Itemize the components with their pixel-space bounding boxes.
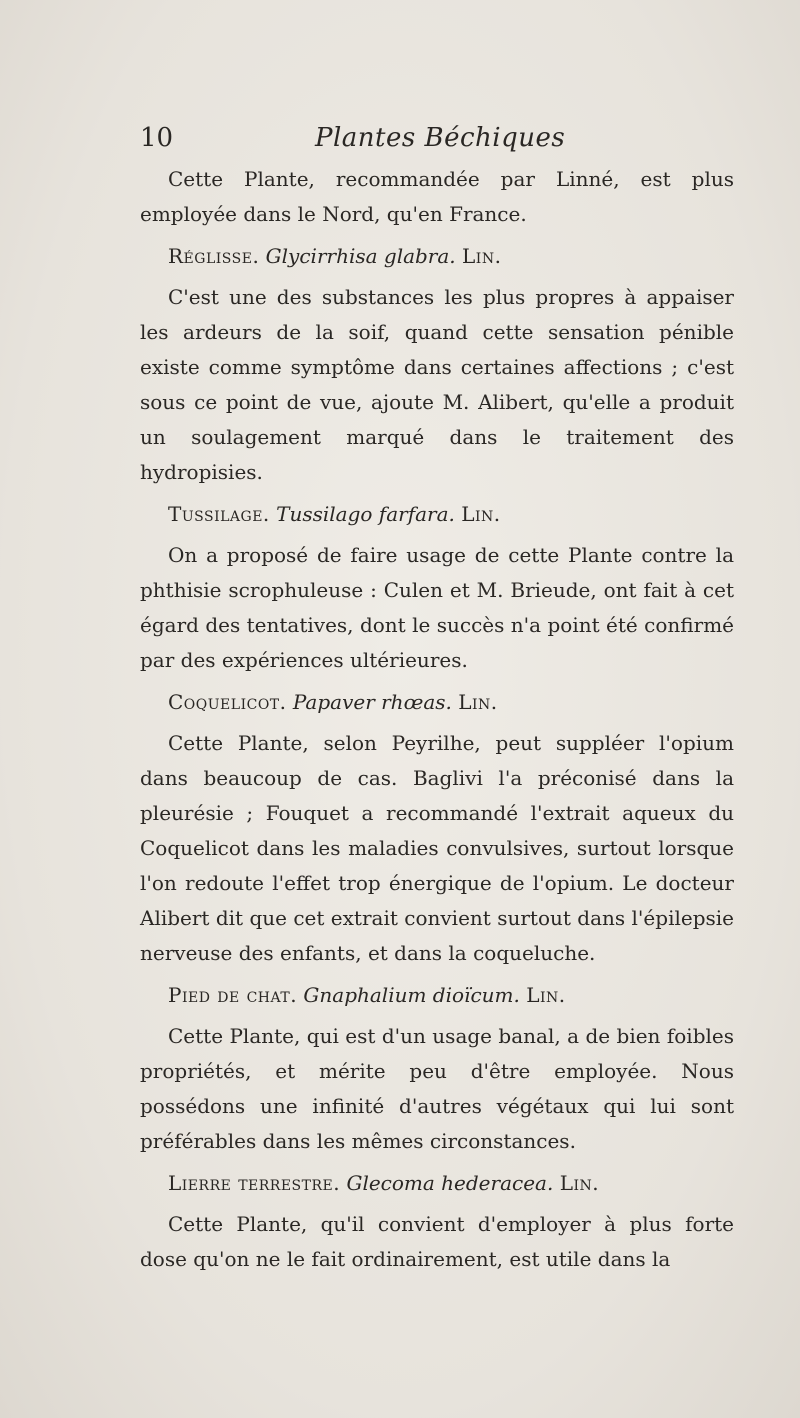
paragraph: Cette Plante, selon Peyrilhe, peut suppléer l'opium dans beaucoup de cas. Baglivi l'a préconisé dans la pleurésie ; Fouquet a recommandé l'extrait aqueux du Coquelicot dans les maladies convulsives, surtout lorsque l'on redoute l'effet trop énergique de l'opium. Le docteur Alibert dit que cet extrait convient surtout dans l'épilepsie nerveuse des enfants, et dans la coqueluche. [140, 731, 734, 965]
entry-author: Lin. [526, 983, 566, 1007]
entry-latin-name: Glycirrhisa glabra. [265, 244, 456, 268]
entry-latin-name: Tussilago farfara. [276, 502, 455, 526]
paragraph: C'est une des substances les plus propres à appaiser les ardeurs de la soif, quand cette sensation pénible existe comme symptôme dans certaines affections ; c'est sous ce point de vue, ajoute M. Alibert, qu'elle a produit un soulagement marqué dans le traitement des hydropisies. [140, 285, 734, 484]
entry-latin-name: Gnaphalium dioïcum. [303, 983, 520, 1007]
page-header [140, 118, 740, 158]
page-body [140, 162, 734, 1277]
page-number: 10 [140, 123, 174, 153]
entry-heading-reglisse [140, 239, 734, 274]
entry-heading-lierre-terrestre [140, 1166, 734, 1201]
paragraph: Cette Plante, recommandée par Linné, est plus employée dans le Nord, qu'en France. [140, 167, 734, 226]
paragraph: Cette Plante, qui est d'un usage banal, a de bien foibles propriétés, et mérite peu d'être employée. Nous possédons une infinité d'autres végétaux qui lui sont préférables dans les mêmes circonstances. [140, 1024, 734, 1153]
entry-author: Lin. [461, 502, 501, 526]
paragraph: On a proposé de faire usage de cette Plante contre la phthisie scrophuleuse : Culen et M. Brieude, ont fait à cet égard des tentatives, dont le succès n'a point été confirmé par des expériences ultérieures. [140, 543, 734, 672]
entry-author: Lin. [462, 244, 502, 268]
entry-latin-name: Glecoma hederacea. [346, 1171, 554, 1195]
entry-author: Lin. [559, 1171, 600, 1195]
entry-heading-tussilage [140, 497, 734, 532]
entry-name: Lierre terrestre. [168, 1171, 341, 1195]
entry-name: Réglisse. [168, 244, 260, 268]
paragraph: Cette Plante, qu'il convient d'employer à plus forte dose qu'on ne le fait ordinairement, est utile dans la [140, 1212, 734, 1271]
entry-heading-coquelicot [140, 685, 734, 720]
running-title: Plantes Béchiques [315, 123, 566, 153]
entry-latin-name: Papaver rhœas. [292, 690, 452, 714]
entry-name: Tussilage. [168, 502, 270, 526]
entry-heading-pied-de-chat [140, 978, 734, 1013]
entry-name: Pied de chat. [168, 983, 298, 1007]
entry-author: Lin. [458, 690, 498, 714]
entry-name: Coquelicot. [168, 690, 287, 714]
